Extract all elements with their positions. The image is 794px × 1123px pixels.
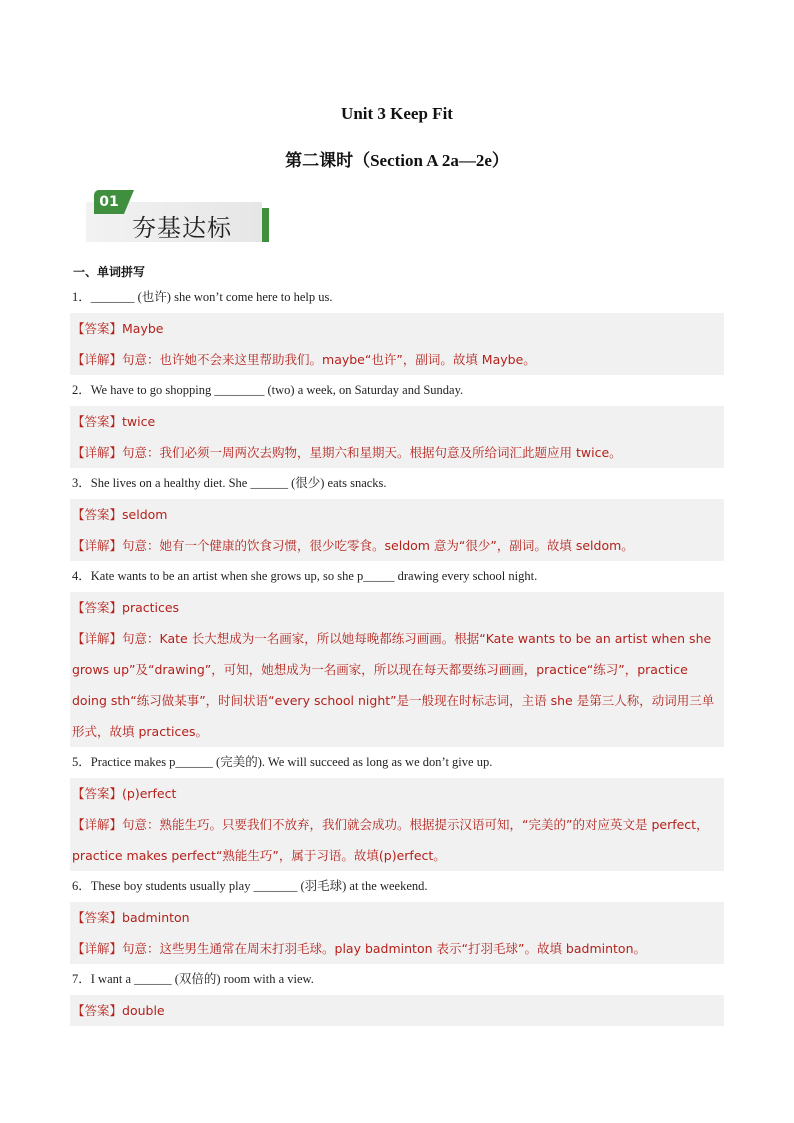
explain-line <box>70 809 724 871</box>
answer-line <box>70 499 724 530</box>
answer-line <box>70 592 724 623</box>
question-text: 4．Kate wants to be an artist when she grows up, so she p_____ drawing every school night. <box>72 569 538 583</box>
answer-value: seldom <box>122 507 168 522</box>
answer-tag: 【答案】 <box>72 321 123 336</box>
explain-line <box>70 344 724 375</box>
answer-line <box>70 778 724 809</box>
question-text: 3．She lives on a healthy diet. She ______ (很少) eats snacks. <box>72 476 387 490</box>
answer-line <box>70 995 724 1026</box>
answer-tag: 【答案】 <box>72 910 123 925</box>
section-badge <box>86 188 272 244</box>
answer-line <box>70 313 724 344</box>
explain-tag: 【详解】 <box>72 941 123 956</box>
answer-line <box>70 406 724 437</box>
explain-text: 句意：她有一个健康的饮食习惯，很少吃零食。seldom 意为“很少”，副词。故填 seldom。 <box>122 538 634 553</box>
badge-accent-bar <box>262 208 269 242</box>
answer-tag: 【答案】 <box>72 600 123 615</box>
explain-tag: 【详解】 <box>72 538 123 553</box>
answer-box <box>70 778 724 871</box>
explain-tag: 【详解】 <box>72 817 123 832</box>
answer-tag: 【答案】 <box>72 507 123 522</box>
answer-value: Maybe <box>122 321 164 336</box>
answer-line <box>70 902 724 933</box>
answer-value: double <box>122 1003 165 1018</box>
explain-tag: 【详解】 <box>72 631 123 646</box>
badge-label: 夯基达标 <box>132 214 232 242</box>
section-heading: 一、单词拼写 <box>73 265 146 279</box>
question-text: 5．Practice makes p______ (完美的). We will succeed as long as we don’t give up. <box>72 755 493 769</box>
answer-box <box>70 995 724 1026</box>
explain-text: 句意：这些男生通常在周末打羽毛球。play badminton 表示“打羽毛球”。故填 badminton。 <box>122 941 646 956</box>
answer-value: practices <box>122 600 180 615</box>
explain-line <box>70 530 724 561</box>
question-text: 6．These boy students usually play _______ (羽毛球) at the weekend. <box>72 879 428 893</box>
answer-tag: 【答案】 <box>72 1003 123 1018</box>
answer-box <box>70 902 724 964</box>
explain-line <box>70 933 724 964</box>
question-text: 7．I want a ______ (双倍的) room with a view. <box>72 972 314 986</box>
answer-value: badminton <box>122 910 190 925</box>
explain-text: 句意：熟能生巧。只要我们不放弃，我们就会成功。根据提示汉语可知，“完美的”的对应英文是 perfect，practice makes perfect“熟能生巧”，属于习语。故填(p)erfect。 <box>72 817 709 863</box>
answer-box <box>70 406 724 468</box>
unit-title: Unit 3 Keep Fit <box>341 104 453 123</box>
answer-value: twice <box>122 414 156 429</box>
explain-text: 句意：我们必须一周两次去购物，星期六和星期天。根据句意及所给词汇此题应用 twice。 <box>122 445 622 460</box>
explain-line <box>70 623 724 747</box>
badge-number: 01 <box>94 190 124 214</box>
explain-text: 句意：Kate 长大想成为一名画家，所以她每晚都练习画画。根据“Kate wants to be an artist when she grows up”及“drawing”，可知，她想成为一名画家，所以现在每天都要练习画画，practice“练习”，practice doing sth“练习做某事”，时间状语“every school night”是一般现在时标志词，主语 she 是第三人称，动词用三单形式，故填 practices。 <box>72 631 715 739</box>
question-text: 2．We have to go shopping ________ (two) a week, on Saturday and Sunday. <box>72 383 464 397</box>
answer-value: (p)erfect <box>122 786 177 801</box>
question-list <box>70 282 724 1026</box>
explain-tag: 【详解】 <box>72 352 123 367</box>
answer-box <box>70 499 724 561</box>
explain-tag: 【详解】 <box>72 445 123 460</box>
answer-tag: 【答案】 <box>72 414 123 429</box>
answer-tag: 【答案】 <box>72 786 123 801</box>
answer-box <box>70 313 724 375</box>
explain-line <box>70 437 724 468</box>
lesson-subtitle: 第二课时（Section A 2a—2e） <box>285 151 509 170</box>
question-text: 1．_______ (也许) she won’t come here to help us. <box>72 290 333 304</box>
answer-box <box>70 592 724 747</box>
explain-text: 句意：也许她不会来这里帮助我们。maybe“也许”，副词。故填 Maybe。 <box>122 352 536 367</box>
